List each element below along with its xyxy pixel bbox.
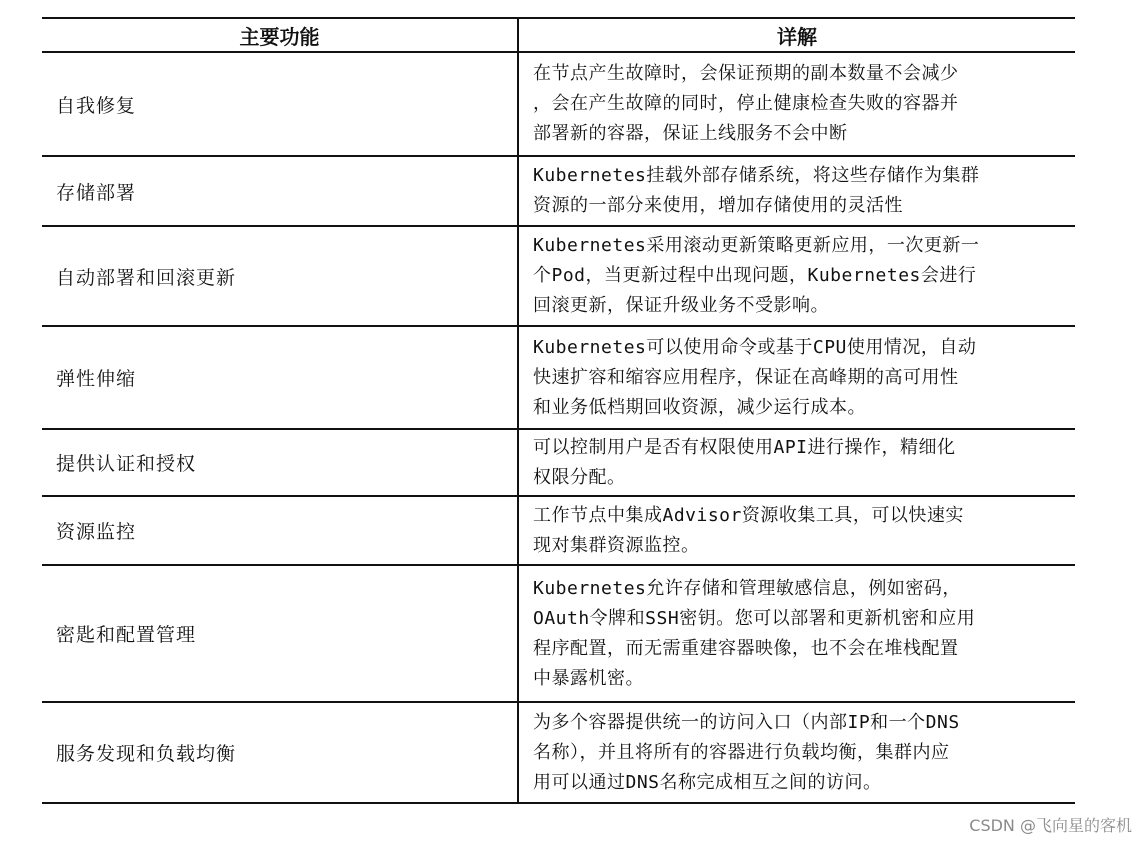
detail-cell: 可以控制用户是否有权限使用API进行操作，精细化 权限分配。 [518, 429, 1075, 496]
feature-table [42, 17, 1075, 804]
feature-cell: 密匙和配置管理 [42, 565, 518, 702]
header-detail: 详解 [518, 18, 1075, 52]
table-body [42, 52, 1075, 803]
feature-cell: 自动部署和回滚更新 [42, 226, 518, 326]
table-row [42, 429, 1075, 496]
detail-cell: 在节点产生故障时，会保证预期的副本数量不会减少 ，会在产生故障的同时，停止健康检查失败的容器并 部署新的容器，保证上线服务不会中断 [518, 52, 1075, 156]
detail-cell: Kubernetes挂载外部存储系统，将这些存储作为集群 资源的一部分来使用，增加存储使用的灵活性 [518, 156, 1075, 226]
table-row [42, 496, 1075, 565]
table-row [42, 326, 1075, 429]
feature-cell: 提供认证和授权 [42, 429, 518, 496]
table-row [42, 156, 1075, 226]
feature-table-container [42, 17, 1075, 804]
table-row [42, 52, 1075, 156]
feature-cell: 资源监控 [42, 496, 518, 565]
detail-cell: Kubernetes采用滚动更新策略更新应用，一次更新一 个Pod，当更新过程中出现问题，Kubernetes会进行 回滚更新，保证升级业务不受影响。 [518, 226, 1075, 326]
header-main-feature: 主要功能 [42, 18, 518, 52]
feature-cell: 服务发现和负载均衡 [42, 702, 518, 803]
table-row [42, 226, 1075, 326]
detail-cell: 工作节点中集成Advisor资源收集工具，可以快速实 现对集群资源监控。 [518, 496, 1075, 565]
watermark: CSDN @飞向星的客机 [969, 816, 1132, 835]
table-row [42, 702, 1075, 803]
feature-cell: 弹性伸缩 [42, 326, 518, 429]
feature-cell: 存储部署 [42, 156, 518, 226]
table-header [42, 18, 1075, 52]
detail-cell: Kubernetes可以使用命令或基于CPU使用情况，自动 快速扩容和缩容应用程序，保证在高峰期的高可用性 和业务低档期回收资源，减少运行成本。 [518, 326, 1075, 429]
header-row [42, 18, 1075, 52]
table-row [42, 565, 1075, 702]
detail-cell: Kubernetes允许存储和管理敏感信息，例如密码， OAuth令牌和SSH密钥。您可以部署和更新机密和应用 程序配置，而无需重建容器映像，也不会在堆栈配置 中暴露机密。 [518, 565, 1075, 702]
feature-cell: 自我修复 [42, 52, 518, 156]
detail-cell: 为多个容器提供统一的访问入口（内部IP和一个DNS 名称），并且将所有的容器进行负载均衡，集群内应 用可以通过DNS名称完成相互之间的访问。 [518, 702, 1075, 803]
